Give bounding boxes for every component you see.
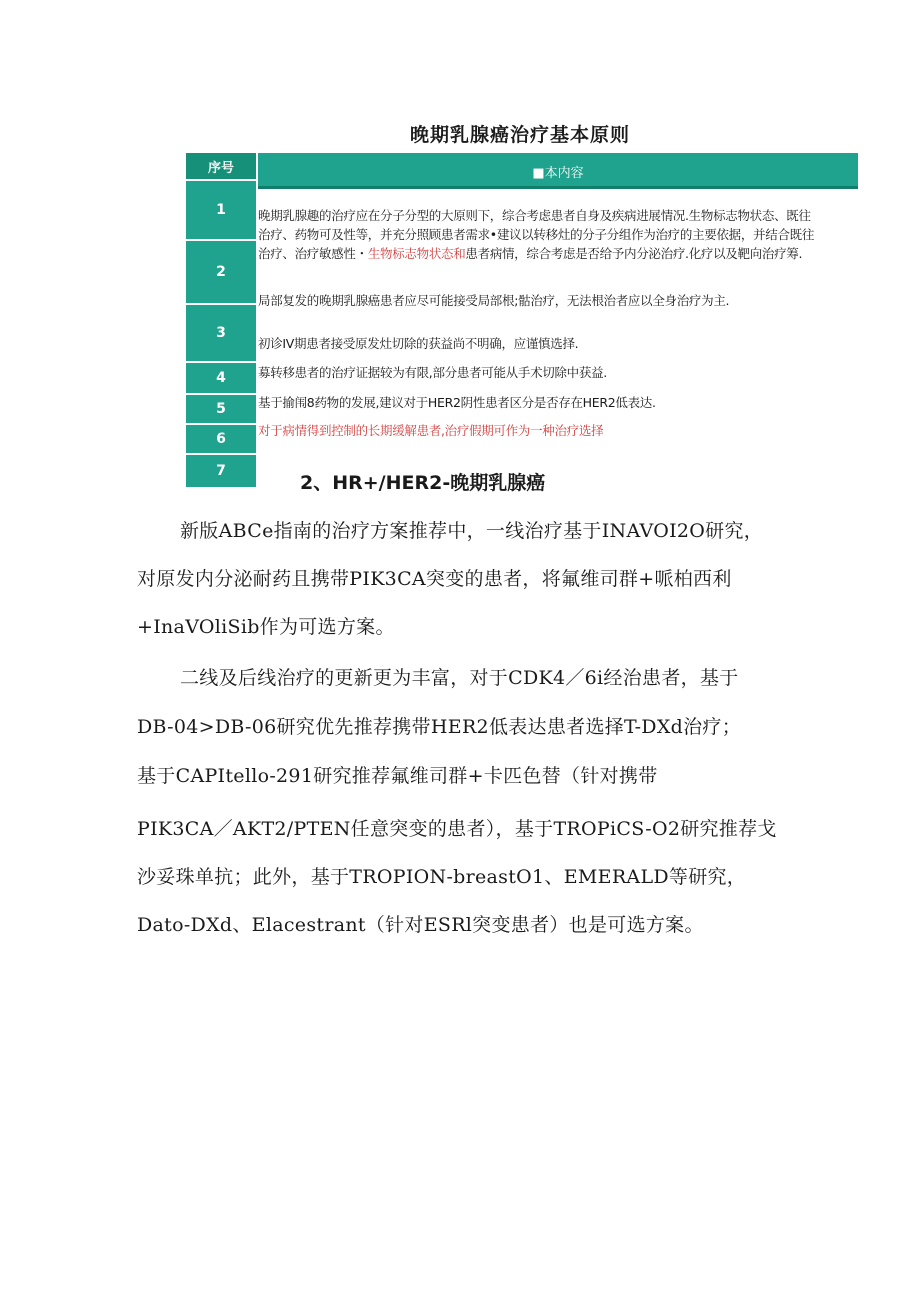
table-row-6: 对于病情得到控制的长期缓解患者,治疗假期可作为一种治疗选择 xyxy=(258,423,604,438)
paragraph-2-line-2: DB-04>DB-06研究优先推荐携带HER2低表达患者选择T-DXd治疗； xyxy=(137,716,742,738)
content-header: ■本内容 xyxy=(258,153,858,189)
sequence-number: 2 xyxy=(186,241,256,305)
row-1-line-3: 治疗、治疗敏感性・生物标志物状态和患者病情，综合考虑是否给予内分泌治疗.化疗以及靶向治疗筹. xyxy=(258,246,803,261)
row-1-line-1: 晚期乳腺趣的治疗应在分子分型的大原则下，综合考虑患者自身及疾病进展情况.生物标志物状态、既往 xyxy=(258,208,811,223)
paragraph-1-line-2: 对原发内分泌耐药且携带PIK3CA突变的患者，将氟维司群+哌柏西利 xyxy=(137,568,732,590)
sequence-number: 7 xyxy=(186,455,256,487)
paragraph-2-line-6: Dato-DXd、Elacestrant（针对ESRl突变患者）也是可选方案。 xyxy=(137,914,704,936)
row-1-line-2: 治疗、药物可及性等，并充分照顾患者需求•建议以转移灶的分子分组作为治疗的主要依据，并结合既往 xyxy=(258,227,815,242)
table-row-3: 初诊IV期患者接受原发灶切除的获益尚不明确，应谨慎选择. xyxy=(258,336,579,351)
sequence-number: 4 xyxy=(186,363,256,395)
table-row-4: 募转移患者的治疗证据较为有限,部分患者可能从手术切除中获益. xyxy=(258,365,607,380)
table-title: 晚期乳腺癌治疗基本原则 xyxy=(409,124,630,146)
paragraph-1-line-1: 新版ABCe指南的治疗方案推荐中，一线治疗基于INAVOI2O研究， xyxy=(180,520,764,542)
sequence-number: 5 xyxy=(186,395,256,425)
sequence-number: 1 xyxy=(186,181,256,241)
sequence-header: 序号 xyxy=(186,153,256,181)
paragraph-2-line-1: 二线及后线治疗的更新更为丰富，对于CDK4／6i经治患者，基于 xyxy=(180,667,739,689)
section-heading: 2、HR+/HER2-晚期乳腺癌 xyxy=(300,472,546,494)
sequence-number: 6 xyxy=(186,425,256,455)
paragraph-2-line-3: 基于CAPItello-291研究推荐氟维司群+卡匹色替（针对携带 xyxy=(137,765,658,787)
paragraph-2-line-4: PIK3CA／AKT2/PTEN任意突变的患者），基于TROPiCS-O2研究推荐戈 xyxy=(137,818,777,840)
table-row-5: 基于揄闱8药物的发展,建议对于HER2阴性患者区分是否存在HER2低表达. xyxy=(258,395,656,410)
table-row-1 xyxy=(258,206,858,263)
sequence-number: 3 xyxy=(186,305,256,363)
paragraph-1-line-3: +InaVOliSib作为可选方案。 xyxy=(137,616,395,638)
header-divider xyxy=(258,186,858,189)
table-row-2: 局部复发的晚期乳腺癌患者应尽可能接受局部根;骷治疗，无法根治者应以全身治疗为主. xyxy=(258,293,730,308)
paragraph-2-line-5: 沙妥珠单抗；此外，基于TROPION-breastO1、EMERALD等研究， xyxy=(137,866,747,888)
sequence-column xyxy=(186,153,256,487)
